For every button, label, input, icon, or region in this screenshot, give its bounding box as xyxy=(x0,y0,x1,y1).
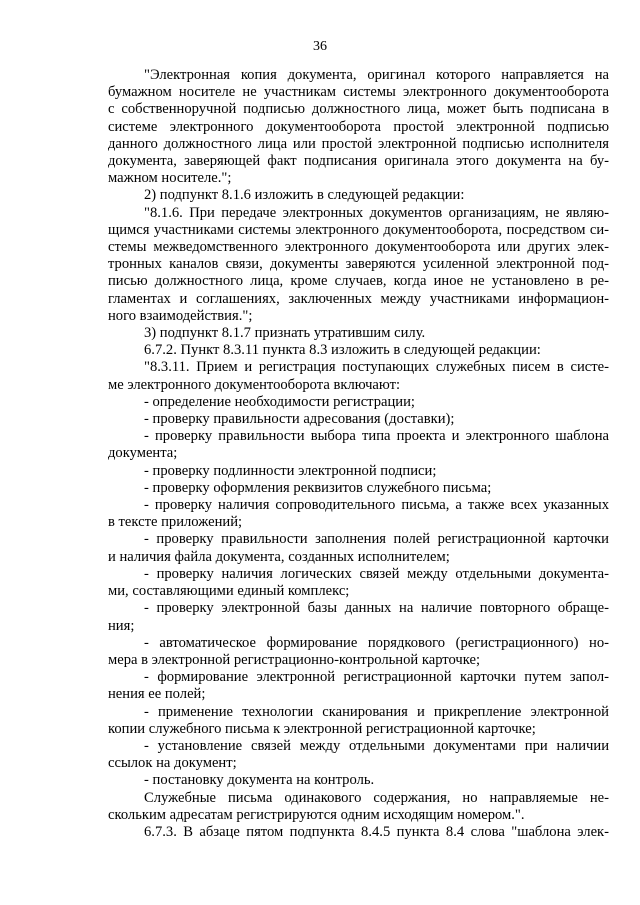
text-line: - установление связей между отдельными документами при наличии xyxy=(144,737,609,754)
paragraph xyxy=(108,566,609,600)
text-line: - проверку электронной базы данных на наличие повторного обраще- xyxy=(144,600,609,617)
paragraph xyxy=(108,824,609,841)
page-number: 36 xyxy=(313,39,327,54)
text-line: 3) подпункт 8.1.7 признать утратившим силу. xyxy=(144,325,426,342)
text-line: копии служебного письма к электронной регистрационной карточке; xyxy=(108,720,536,737)
paragraph xyxy=(108,428,609,462)
paragraph xyxy=(108,67,609,187)
paragraph xyxy=(108,187,609,204)
text-line: "8.3.11. Прием и регистрация поступающих служебных писем в систе- xyxy=(144,359,609,376)
text-line: - проверку правильности заполнения полей регистрационной карточки xyxy=(144,531,609,548)
text-line: ссылок на документ; xyxy=(108,755,237,772)
text-line: мажном носителе."; xyxy=(108,170,232,187)
text-line: - проверку оформления реквизитов служебного письма; xyxy=(144,479,492,496)
text-line: писью должностного лица, кроме случаев, когда иное не установлено в ре- xyxy=(108,273,609,290)
paragraph xyxy=(108,600,609,634)
text-line: - проверку наличия логических связей между отдельными документа- xyxy=(144,565,609,582)
text-line: документа, заверяющей факт подписания оригинала этого документа на бу- xyxy=(108,153,609,170)
text-line: ми, составляющими единый комплекс; xyxy=(108,583,350,600)
text-line: - проверку наличия сопроводительного письма, а также всех указанных xyxy=(144,497,609,514)
text-line: - проверку подлинности электронной подписи; xyxy=(144,462,437,479)
paragraph xyxy=(108,205,609,325)
text-line: мера в электронной регистрационно-контрольной карточке; xyxy=(108,651,480,668)
text-line: 6.7.2. Пункт 8.3.11 пункта 8.3 изложить в следующей редакции: xyxy=(144,342,541,359)
text-line: Служебные письма одинакового содержания, но направляемые не- xyxy=(144,789,609,806)
paragraph xyxy=(108,325,609,342)
text-line: с собственноручной подписью должностного лица, может быть подписана в xyxy=(108,101,609,118)
paragraph xyxy=(108,394,609,411)
text-line: и наличия файла документа, созданных исполнителем; xyxy=(108,548,450,565)
paragraph xyxy=(108,738,609,772)
paragraph xyxy=(108,790,609,824)
paragraph xyxy=(108,669,609,703)
text-line: 2) подпункт 8.1.6 изложить в следующей редакции: xyxy=(144,187,465,204)
text-line: ния; xyxy=(108,617,135,634)
text-line: - автоматическое формирование порядкового (регистрационного) но- xyxy=(144,634,609,651)
text-line: "Электронная копия документа, оригинал которого направляется на xyxy=(144,67,609,83)
text-line: бумажном носителе не участникам системы электронного документооборота xyxy=(108,84,609,101)
text-line: - проверку правильности выбора типа проекта и электронного шаблона xyxy=(144,428,609,445)
paragraph xyxy=(108,480,609,497)
paragraph xyxy=(108,772,609,789)
paragraph xyxy=(108,359,609,393)
text-line: - применение технологии сканирования и прикрепление электронной xyxy=(144,703,609,720)
text-line: ме электронного документооборота включают: xyxy=(108,376,401,393)
paragraph xyxy=(108,411,609,428)
text-line: документа; xyxy=(108,445,178,462)
paragraph xyxy=(108,342,609,359)
text-line: в тексте приложений; xyxy=(108,514,243,531)
paragraph xyxy=(108,497,609,531)
text-line: нения ее полей; xyxy=(108,686,206,703)
paragraph xyxy=(108,635,609,669)
text-line: данного должностного лица или простой электронной подписью исполнителя xyxy=(108,135,609,152)
text-line: гламентах и соглашениях, заключенных между участниками информацион- xyxy=(108,290,609,307)
text-line: щимся участниками системы электронного документооборота, посредством си- xyxy=(108,221,609,238)
text-line: системе электронного документооборота простой электронной подписью xyxy=(108,118,609,135)
text-line: стемы межведомственного электронного документооборота или других элек- xyxy=(108,239,609,256)
text-line: - постановку документа на контроль. xyxy=(144,772,375,789)
text-line: - проверку правильности адресования (доставки); xyxy=(144,411,455,428)
text-line: ного взаимодействия."; xyxy=(108,307,253,324)
document-body xyxy=(108,67,609,841)
paragraph xyxy=(108,463,609,480)
text-line: - определение необходимости регистрации; xyxy=(144,393,415,410)
text-line: "8.1.6. При передаче электронных документов организациям, не являю- xyxy=(144,204,609,221)
text-line: 6.7.3. В абзаце пятом подпункта 8.4.5 пункта 8.4 слова "шаблона элек- xyxy=(144,823,609,840)
text-line: скольким адресатам регистрируются одним исходящим номером.". xyxy=(108,806,525,823)
text-line: тронных каналов связи, документы заверяются усиленной электронной под- xyxy=(108,256,609,273)
text-line: - формирование электронной регистрационной карточки путем запол- xyxy=(144,669,609,686)
paragraph xyxy=(108,531,609,565)
paragraph xyxy=(108,704,609,738)
